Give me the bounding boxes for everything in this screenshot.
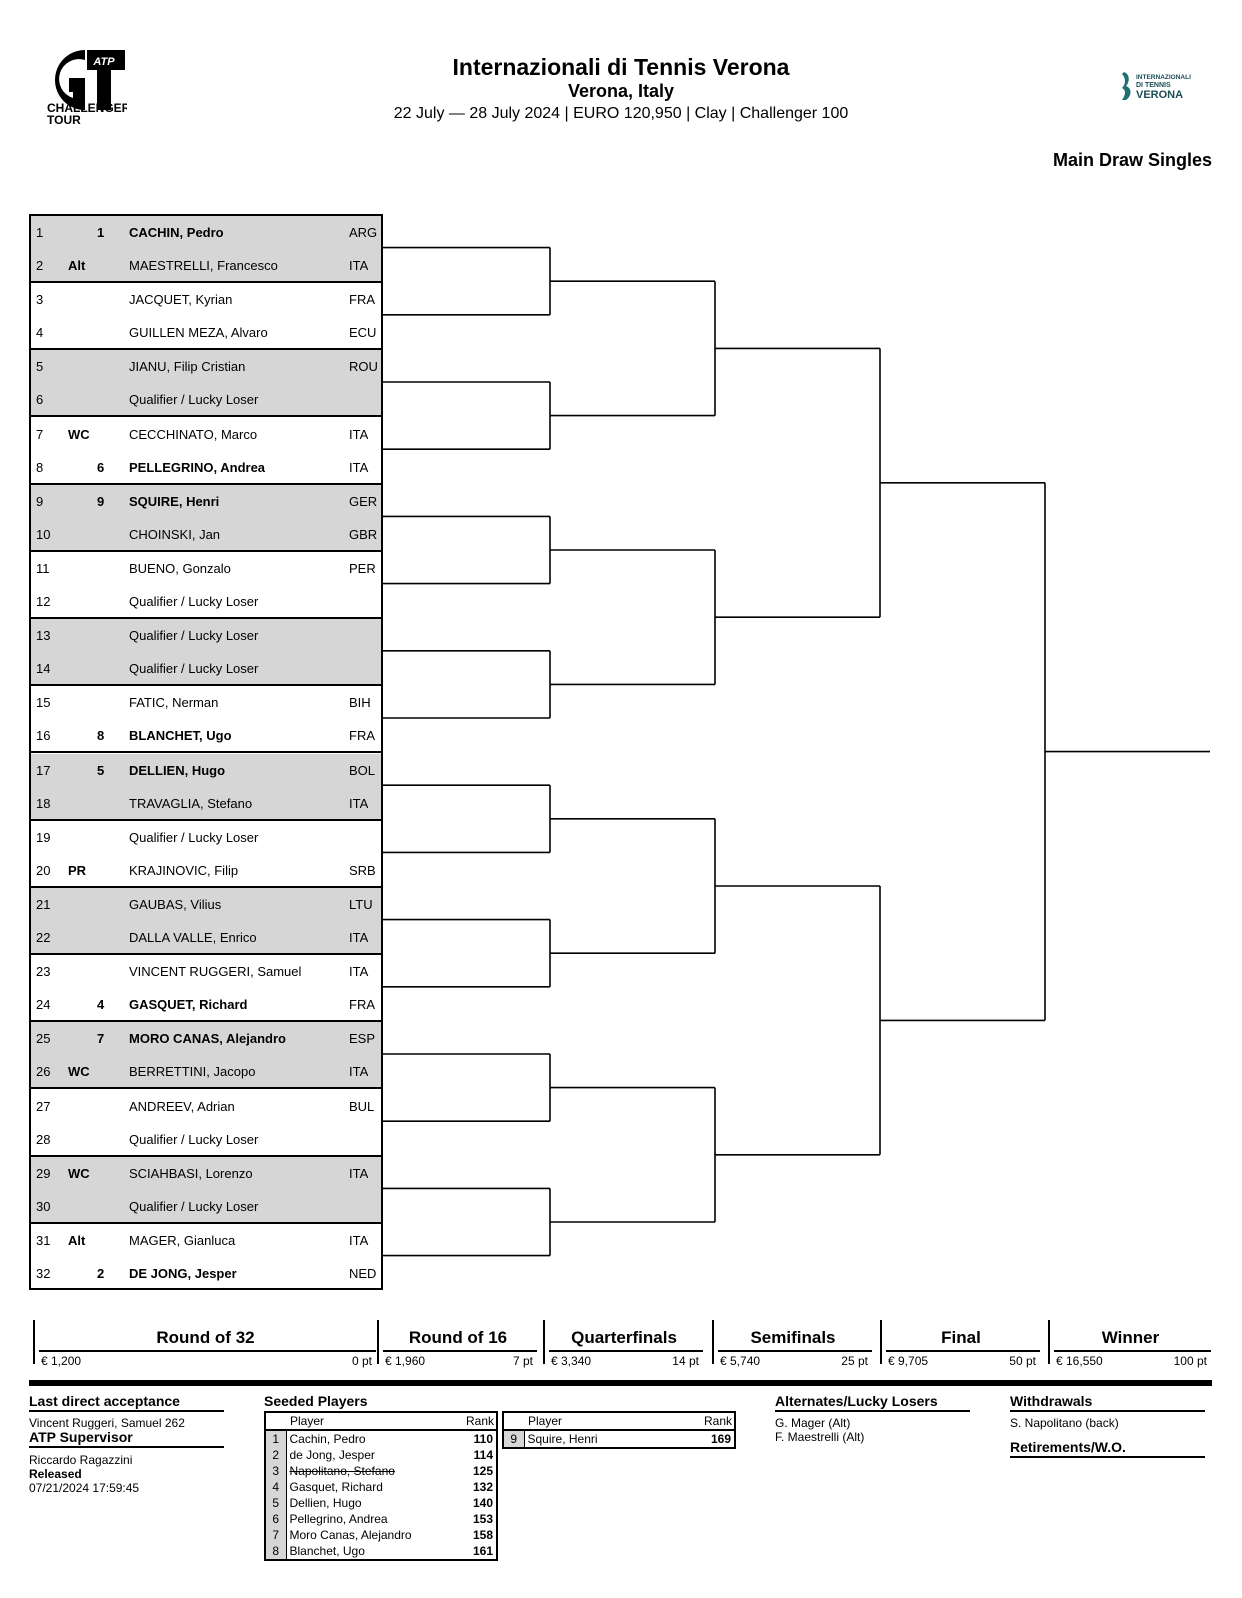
round-prize: € 1,960 — [385, 1354, 426, 1368]
supervisor-name: Riccardo Ragazzini — [29, 1453, 133, 1467]
player-nationality: ESP — [349, 1031, 376, 1047]
seed-number: 7 — [97, 1031, 105, 1047]
seeded-player-name: de Jong, Jesper — [289, 1448, 375, 1462]
round-prize: € 3,340 — [551, 1354, 592, 1368]
player-nationality: FRA — [349, 728, 375, 744]
draw-position: 2 — [36, 258, 44, 273]
draw-position: 13 — [36, 628, 51, 644]
round-name: Round of 32 — [156, 1328, 255, 1347]
last-direct-acceptance-title: Last direct acceptance — [29, 1393, 224, 1412]
alternates-title: Alternates/Lucky Losers — [775, 1393, 970, 1412]
draw-position: 20 — [36, 862, 51, 878]
seeded-player-name: Squire, Henri — [527, 1432, 598, 1446]
seed-number: 9 — [503, 1430, 524, 1448]
seed-number: 6 — [97, 459, 105, 475]
player-nationality: BOL — [349, 762, 376, 778]
player-name: TRAVAGLIA, Stefano — [129, 795, 253, 811]
seeded-player-rank: 114 — [473, 1448, 493, 1462]
player-nationality: ECU — [349, 325, 377, 341]
seeded-players-title: Seeded Players — [264, 1393, 368, 1409]
last-direct-acceptance-value: Vincent Ruggeri, Samuel 262 — [29, 1416, 185, 1430]
seeded-player-name: Gasquet, Richard — [289, 1480, 383, 1494]
draw-position: 11 — [36, 561, 50, 576]
round-points: 14 pt — [672, 1354, 699, 1368]
player-nationality: ITA — [349, 258, 369, 273]
verona-logo-line2: DI TENNIS — [1136, 82, 1171, 89]
draw-position: 6 — [36, 392, 44, 408]
player-nationality: LTU — [349, 897, 373, 912]
seeded-player-name: Moro Canas, Alejandro — [289, 1528, 412, 1542]
player-name: BLANCHET, Ugo — [129, 728, 232, 744]
seeded-player-row — [265, 1543, 497, 1560]
player-name: FATIC, Nerman — [129, 695, 219, 711]
seeded-player-name: Cachin, Pedro — [289, 1432, 366, 1446]
section-divider — [29, 1380, 1212, 1386]
player-name: BERRETTINI, Jacopo — [129, 1064, 256, 1080]
draw-name: Main Draw Singles — [1052, 150, 1212, 170]
draw-position: 21 — [36, 897, 51, 912]
seed-number: 5 — [97, 762, 105, 778]
player-nationality: NED — [349, 1266, 377, 1281]
released-label: Released — [29, 1467, 82, 1481]
player-name: Qualifier / Lucky Loser — [129, 1131, 259, 1147]
round-column — [543, 1320, 703, 1368]
draw-position: 32 — [36, 1266, 51, 1281]
draw-position: 25 — [36, 1031, 51, 1047]
draw-position: 14 — [36, 661, 51, 677]
round-column — [1048, 1320, 1211, 1368]
round-points: 25 pt — [841, 1354, 868, 1368]
player-name: MAESTRELLI, Francesco — [129, 258, 278, 273]
round-underline — [718, 1350, 872, 1352]
round-prize: € 9,705 — [888, 1354, 929, 1368]
draw-position: 30 — [36, 1198, 51, 1214]
entry-type: PR — [68, 862, 87, 878]
seed-number: 4 — [265, 1479, 286, 1495]
player-nationality: GER — [349, 493, 378, 509]
player-name: Qualifier / Lucky Loser — [129, 661, 259, 677]
draw-position: 7 — [36, 426, 44, 442]
seed-number: 8 — [97, 728, 105, 744]
draw-position: 27 — [36, 1098, 51, 1114]
player-name: CHOINSKI, Jan — [129, 526, 221, 542]
draw-position: 29 — [36, 1165, 51, 1181]
tournament-info: 22 July — 28 July 2024 | EURO 120,950 | Clay | Challenger 100 — [393, 105, 849, 122]
seeded-player-name: Pellegrino, Andrea — [289, 1512, 388, 1526]
round-underline — [1054, 1350, 1211, 1352]
draw-position: 24 — [36, 997, 51, 1013]
player-name: Qualifier / Lucky Loser — [129, 392, 259, 408]
player-name: DALLA VALLE, Enrico — [129, 930, 257, 945]
draw-position: 28 — [36, 1131, 51, 1147]
seed-number: 5 — [265, 1495, 286, 1511]
round-name: Quarterfinals — [571, 1328, 677, 1347]
round-underline — [886, 1350, 1040, 1352]
entry-type: Alt — [68, 1233, 86, 1248]
player-nationality: SRB — [349, 862, 376, 878]
player-name: VINCENT RUGGERI, Samuel — [129, 964, 302, 980]
seed-number: 8 — [265, 1543, 286, 1560]
verona-logo-line1: INTERNAZIONALI — [1136, 74, 1191, 81]
withdrawals-title: Withdrawals — [1010, 1393, 1205, 1412]
round-underline — [383, 1350, 537, 1352]
seeded-player-rank: 158 — [472, 1528, 493, 1542]
tournament-location: Verona, Italy — [567, 81, 675, 101]
player-nationality: PER — [349, 561, 376, 576]
seeded-player-name: Blanchet, Ugo — [289, 1544, 365, 1558]
draw-position: 17 — [36, 762, 51, 778]
player-name: DELLIEN, Hugo — [129, 762, 226, 778]
retirements-title: Retirements/W.O. — [1010, 1439, 1205, 1458]
alternate-item: F. Maestrelli (Alt) — [775, 1430, 865, 1444]
seed-number: 2 — [97, 1266, 105, 1281]
player-nationality: ITA — [349, 964, 369, 980]
seeded-player-name: Napolitano, Stefano — [289, 1464, 395, 1478]
seed-number: 3 — [265, 1463, 286, 1479]
round-prize: € 16,550 — [1056, 1354, 1103, 1368]
player-name: ANDREEV, Adrian — [129, 1098, 235, 1114]
player-name: MORO CANAS, Alejandro — [129, 1031, 286, 1047]
logo-tour-text: TOUR — [47, 113, 81, 127]
entry-type: WC — [68, 426, 90, 442]
player-name: PELLEGRINO, Andrea — [129, 459, 266, 475]
seed-number: 4 — [97, 997, 105, 1013]
round-prize: € 1,200 — [41, 1354, 82, 1368]
round-name: Winner — [1101, 1328, 1160, 1347]
round-points: 100 pt — [1173, 1354, 1207, 1368]
logo-challenger-text: CHALLENGER — [47, 101, 127, 115]
player-name: Qualifier / Lucky Loser — [129, 594, 259, 609]
seeded-player-rank: 132 — [472, 1480, 493, 1494]
seeded-player-row — [503, 1430, 735, 1448]
seeded-player-row — [265, 1479, 497, 1495]
draw-position: 10 — [36, 526, 51, 542]
player-name: Qualifier / Lucky Loser — [129, 1198, 259, 1214]
seeded-player-row — [265, 1527, 497, 1543]
draw-position: 3 — [36, 292, 44, 308]
player-name: CECCHINATO, Marco — [129, 426, 258, 442]
player-name: BUENO, Gonzalo — [129, 561, 231, 576]
seeded-player-row — [265, 1447, 497, 1463]
draw-position: 9 — [36, 493, 44, 509]
draw-position: 16 — [36, 728, 51, 744]
player-name: GAUBAS, Vilius — [129, 897, 222, 912]
seed-number: 6 — [265, 1511, 286, 1527]
seeded-player-row — [265, 1430, 497, 1447]
seed-number: 7 — [265, 1527, 286, 1543]
round-column — [880, 1320, 1040, 1368]
player-name: DE JONG, Jesper — [129, 1266, 237, 1281]
player-nationality: FRA — [349, 997, 375, 1013]
draw-position: 8 — [36, 459, 44, 475]
seeded-players-table — [264, 1411, 498, 1561]
player-nationality: ITA — [349, 930, 369, 945]
player-name: Qualifier / Lucky Loser — [129, 829, 259, 845]
seeded-extra-col-player: Player — [524, 1412, 671, 1430]
draw-position: 26 — [36, 1064, 51, 1080]
player-nationality: ITA — [349, 426, 369, 442]
player-nationality: ITA — [349, 795, 369, 811]
seeded-extra-table-header — [503, 1412, 735, 1430]
seeded-players-extra-table — [502, 1411, 736, 1449]
player-name: GASQUET, Richard — [129, 997, 248, 1013]
player-name: SCIAHBASI, Lorenzo — [129, 1165, 253, 1181]
entry-type: WC — [68, 1064, 90, 1080]
round-name: Round of 16 — [408, 1328, 508, 1347]
draw-position: 18 — [36, 795, 51, 811]
seeded-player-rank: 140 — [472, 1496, 493, 1510]
player-name: MAGER, Gianluca — [129, 1233, 236, 1248]
round-name: Semifinals — [750, 1328, 836, 1347]
seeded-extra-col-rank: Rank — [671, 1412, 735, 1430]
round-points: 7 pt — [512, 1354, 533, 1368]
round-name: Final — [941, 1328, 981, 1347]
player-nationality: ITA — [349, 459, 369, 475]
draw-position: 1 — [36, 225, 44, 240]
seeded-col-player: Player — [286, 1412, 454, 1430]
player-nationality: ITA — [349, 1233, 369, 1248]
round-column — [33, 1320, 376, 1368]
seeded-player-row — [265, 1495, 497, 1511]
player-name: CACHIN, Pedro — [129, 225, 224, 240]
seed-number: 1 — [97, 225, 105, 240]
draw-position: 12 — [36, 594, 51, 609]
player-name: SQUIRE, Henri — [129, 493, 220, 509]
draw-position: 5 — [36, 359, 44, 375]
seeded-col-rank: Rank — [454, 1412, 497, 1430]
round-underline — [549, 1350, 703, 1352]
player-name: Qualifier / Lucky Loser — [129, 628, 259, 644]
round-points: 50 pt — [1009, 1354, 1036, 1368]
released-timestamp: 07/21/2024 17:59:45 — [29, 1481, 140, 1495]
seeded-player-row — [265, 1463, 497, 1479]
entry-type: Alt — [68, 258, 86, 273]
round-column — [377, 1320, 537, 1368]
draw-position: 4 — [36, 325, 44, 341]
seeded-player-rank: 161 — [472, 1544, 493, 1558]
seeded-table-header — [265, 1412, 497, 1430]
withdrawal-item: S. Napolitano (back) — [1010, 1416, 1119, 1430]
player-name: GUILLEN MEZA, Alvaro — [129, 325, 268, 341]
seed-number: 9 — [97, 493, 105, 509]
seeded-player-rank: 125 — [472, 1464, 493, 1478]
player-nationality: ITA — [349, 1165, 369, 1181]
entry-type: WC — [68, 1165, 90, 1181]
round-prize: € 5,740 — [720, 1354, 761, 1368]
round-column — [712, 1320, 872, 1368]
seeded-player-rank: 153 — [472, 1512, 493, 1526]
player-nationality: FRA — [349, 292, 375, 308]
seeded-player-rank: 110 — [473, 1432, 493, 1446]
draw-position: 23 — [36, 964, 51, 980]
seed-number: 2 — [265, 1447, 286, 1463]
player-name: KRAJINOVIC, Filip — [129, 862, 239, 878]
player-nationality: BIH — [349, 695, 371, 711]
seed-number: 1 — [265, 1430, 286, 1447]
player-name: JACQUET, Kyrian — [129, 292, 233, 308]
player-nationality: ARG — [349, 225, 378, 240]
draw-position: 15 — [36, 695, 51, 711]
draw-position: 19 — [36, 829, 51, 845]
seeded-player-name: Dellien, Hugo — [289, 1496, 362, 1510]
seeded-player-row — [265, 1511, 497, 1527]
player-nationality: ROU — [349, 359, 378, 375]
draw-position: 22 — [36, 930, 51, 945]
atp-supervisor-title: ATP Supervisor — [29, 1429, 224, 1448]
tournament-title: Internazionali di Tennis Verona — [452, 54, 790, 80]
round-underline — [39, 1350, 376, 1352]
alternate-item: G. Mager (Alt) — [775, 1416, 851, 1430]
player-nationality: BUL — [349, 1098, 375, 1114]
round-points: 0 pt — [351, 1354, 372, 1368]
verona-logo-line3: VERONA — [1136, 89, 1184, 101]
player-nationality: GBR — [349, 526, 378, 542]
player-nationality: ITA — [349, 1064, 369, 1080]
logo-atp-text: ATP — [93, 56, 115, 68]
draw-position: 31 — [36, 1233, 51, 1248]
seeded-player-rank: 169 — [710, 1432, 731, 1446]
player-name: JIANU, Filip Cristian — [129, 359, 246, 375]
